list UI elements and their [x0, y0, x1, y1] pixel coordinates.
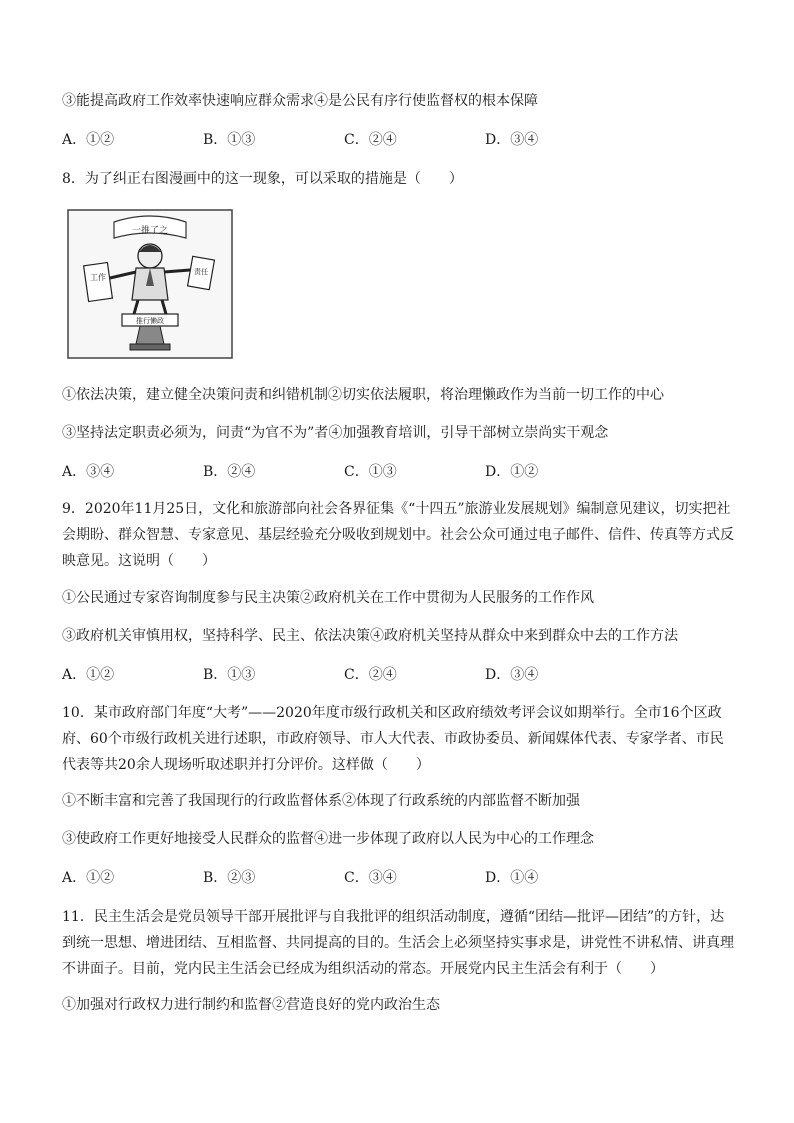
q9-options	[62, 666, 734, 684]
q11-statements-1-2: ①加强对行政权力进行制约和监督②营造良好的党内政治生态	[62, 997, 440, 1013]
q8-option-b[interactable]: B．②④	[203, 464, 256, 480]
q8-statements-1-2: ①依法决策，建立健全决策问责和纠错机制②切实依法履职，将治理懒政作为当前一切工作的中心	[62, 387, 664, 403]
q9-option-c[interactable]: C．②④	[344, 667, 397, 683]
q9-option-d[interactable]: D．③④	[485, 667, 539, 683]
q7-option-b[interactable]: B．①③	[203, 132, 256, 148]
cartoon-banner-text: 一推了之	[131, 226, 169, 236]
q7-statements-3-4: ③能提高政府工作效率快速响应群众需求④是公民有序行使监督权的根本保障	[62, 93, 538, 109]
cartoon-left-sign-text: 工作	[90, 273, 106, 282]
q8-stem: 8．为了纠正右图漫画中的这一现象，可以采取的措施是（ ）	[62, 171, 463, 187]
q10-option-c[interactable]: C．③④	[344, 870, 397, 886]
q9-statements-1-2: ①公民通过专家咨询制度参与民主决策②政府机关在工作中贯彻为人民服务的工作作风	[62, 590, 594, 606]
q9-option-a[interactable]: A．①②	[62, 667, 115, 683]
q9-option-b[interactable]: B．①③	[203, 667, 256, 683]
cartoon-right-sign-text: 责任	[194, 268, 208, 276]
q7-option-c[interactable]: C．②④	[344, 132, 397, 148]
q9-statements-3-4: ③政府机关审慎用权，坚持科学、民主、依法决策④政府机关坚持从群众中来到群众中去的工作方法	[62, 628, 678, 644]
q8-option-a[interactable]: A．③④	[62, 464, 115, 480]
q8-options	[62, 463, 734, 481]
q8-cartoon-image	[66, 208, 234, 360]
q7-option-a[interactable]: A．①②	[62, 132, 115, 148]
q8-option-d[interactable]: D．①②	[485, 464, 539, 480]
q7-option-d[interactable]: D．③④	[485, 132, 539, 148]
q11-stem: 11．民主生活会是党员领导干部开展批评与自我批评的组织活动制度，遵循“团结—批评—团结”的方针，达到统一思想、增进团结、互相监督、共同提高的目的。生活会上必须坚持实事求是，讲党性不讲私情、讲真理不讲面子。目前，党内民主生活会已经成为组织活动的常态。开展党内民主生活会有利于（ ）	[62, 909, 734, 977]
q7-options	[62, 131, 734, 149]
q8-option-c[interactable]: C．①③	[344, 464, 397, 480]
q10-stem: 10．某市政府部门年度“大考”——2020年度市级行政机关和区政府绩效考评会议如期举行。全市16个区政府、60个市级行政机关进行述职，市政府领导、市人大代表、市政协委员、新闻媒体代表、专家学者、市民代表等共20余人现场听取述职并打分评价。这样做（ ）	[62, 705, 724, 773]
q10-statements-1-2: ①不断丰富和完善了我国现行的行政监督体系②体现了行政系统的内部监督不断加强	[62, 793, 580, 809]
q10-statements-3-4: ③使政府工作更好地接受人民群众的监督④进一步体现了政府以人民为中心的工作理念	[62, 831, 594, 847]
cartoon-pedestal-text: 推行懒政	[136, 317, 164, 325]
q8-statements-3-4: ③坚持法定职责必须为，问责“为官不为”者④加强教育培训，引导干部树立崇尚实干观念	[62, 425, 609, 441]
q10-options	[62, 869, 734, 887]
q10-option-d[interactable]: D．①④	[485, 870, 539, 886]
q10-option-a[interactable]: A．①②	[62, 870, 115, 886]
q9-stem: 9．2020年11月25日，文化和旅游部向社会各界征集《“十四五”旅游业发展规划》编制意见建议，切实把社会期盼、群众智慧、专家意见、基层经验充分吸收到规划中。社会公众可通过电子邮件、信件、传真等方式反映意见。这说明（ ）	[62, 501, 734, 569]
q10-option-b[interactable]: B．②③	[203, 870, 256, 886]
